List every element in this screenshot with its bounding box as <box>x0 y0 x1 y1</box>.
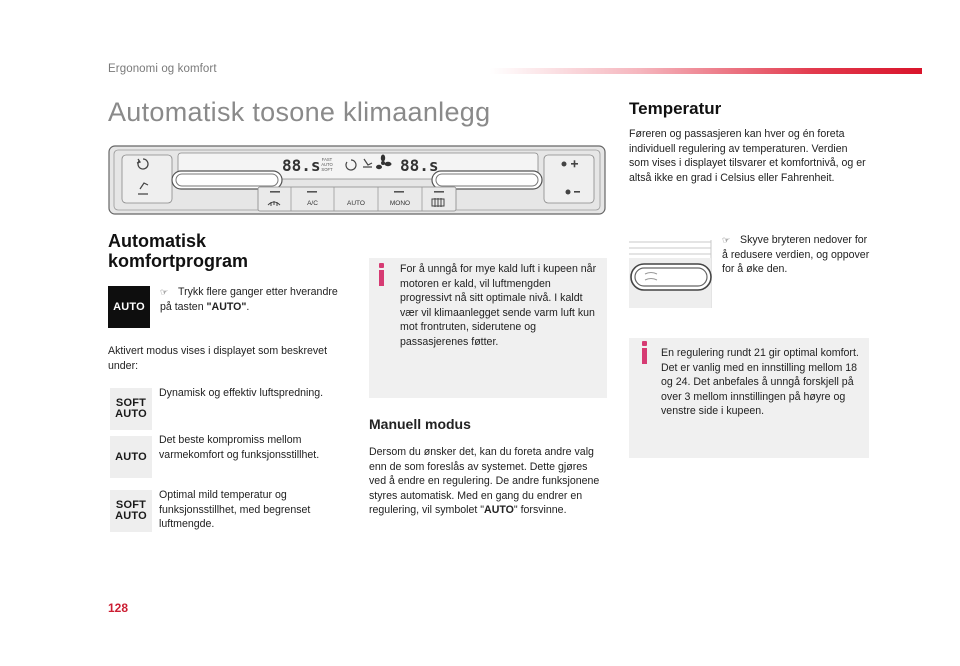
header-accent-bar <box>490 68 922 74</box>
auto-instruction: ☞ Trykk flere ganger etter hverandre på tasten "AUTO". <box>160 286 338 313</box>
mode-2-text: Det beste kompromiss mellom varmekomfort og funksjonsstillhet. <box>159 434 320 461</box>
right-temp-display: 88.s <box>400 156 439 175</box>
temperature-heading: Temperatur <box>629 99 722 118</box>
soft-auto-badge-2: SOFT AUTO <box>110 490 152 532</box>
left-temp-display: 88.s <box>282 156 321 175</box>
mode-1-text: Dynamisk og effektiv luftspredning. <box>159 387 324 399</box>
manual-mode-heading: Manuell modus <box>369 416 471 432</box>
info-temperature-text: En regulering rundt 21 gir optimal komfort. Det er vanlig med en innstilling mellom 18 og 24. Det anbefales å unngå forskjell på over 3 mellom innstillingen på høyre og venstre side i kupeen. <box>661 347 859 418</box>
display-auto: AUTO <box>321 162 333 167</box>
bullet-icon: ☞ <box>722 235 731 245</box>
mono-button[interactable]: MONO <box>389 200 411 207</box>
climate-control-panel <box>108 145 606 215</box>
manual-mode-text: Dersom du ønsker det, kan du foreta andre valg enn de som foreslås av systemet. Dette gjøres ved å endre en regulering. De andre funksjonene styres automatisk. Med en gang du endrer en regulering, vil symbolet "AUTO" forsvinne. <box>369 446 600 517</box>
info-cold-start-text: For å unngå for mye kald luft i kupeen når motoren er kald, vil luftmengden progressivt nå sitt optimale nivå. I kaldt vær vil klimaanlegget sende varm luft kun mot frontruten, siderutene og passasjerenes føtter. <box>400 263 597 348</box>
auto-program-heading-line2: komfortprogram <box>108 251 249 271</box>
auto-button[interactable]: AUTO <box>347 200 365 207</box>
auto-program-heading-line1: Automatisk <box>108 231 207 251</box>
temperature-text: Føreren og passasjeren kan hver og én foreta individuell regulering av temperaturen. Verdien som vises i displayet tilsvarer et komfortnivå, og er altså ikke en grad i Celsius eller Fahrenheit. <box>629 128 866 184</box>
bullet-icon: ☞ <box>160 287 169 297</box>
soft-auto-badge: SOFT AUTO <box>110 388 152 430</box>
page-title: Automatisk tosone klimaanlegg <box>108 97 491 127</box>
section-header: Ergonomi og komfort <box>108 63 217 75</box>
auto-key-badge: AUTO <box>108 286 150 328</box>
page-number: 128 <box>108 601 129 615</box>
auto-mode-badge: AUTO <box>110 436 152 478</box>
temperature-slider-illustration <box>629 240 715 308</box>
auto-program-heading <box>108 231 248 271</box>
display-soft: SOFT <box>321 167 333 172</box>
slider-instruction: ☞ Skyve bryteren nedover for å redusere verdien, og oppover for å øke den. <box>722 234 870 276</box>
mode-intro-text: Aktivert modus vises i displayet som beskrevet under: <box>108 345 328 372</box>
display-fast: FAST <box>321 157 333 162</box>
mode-3-text: Optimal mild temperatur og funksjonsstillhet, med begrenset luftmengde. <box>159 489 311 531</box>
info-icon <box>642 341 647 364</box>
ac-button[interactable]: A/C <box>307 200 318 207</box>
info-icon <box>379 263 384 286</box>
